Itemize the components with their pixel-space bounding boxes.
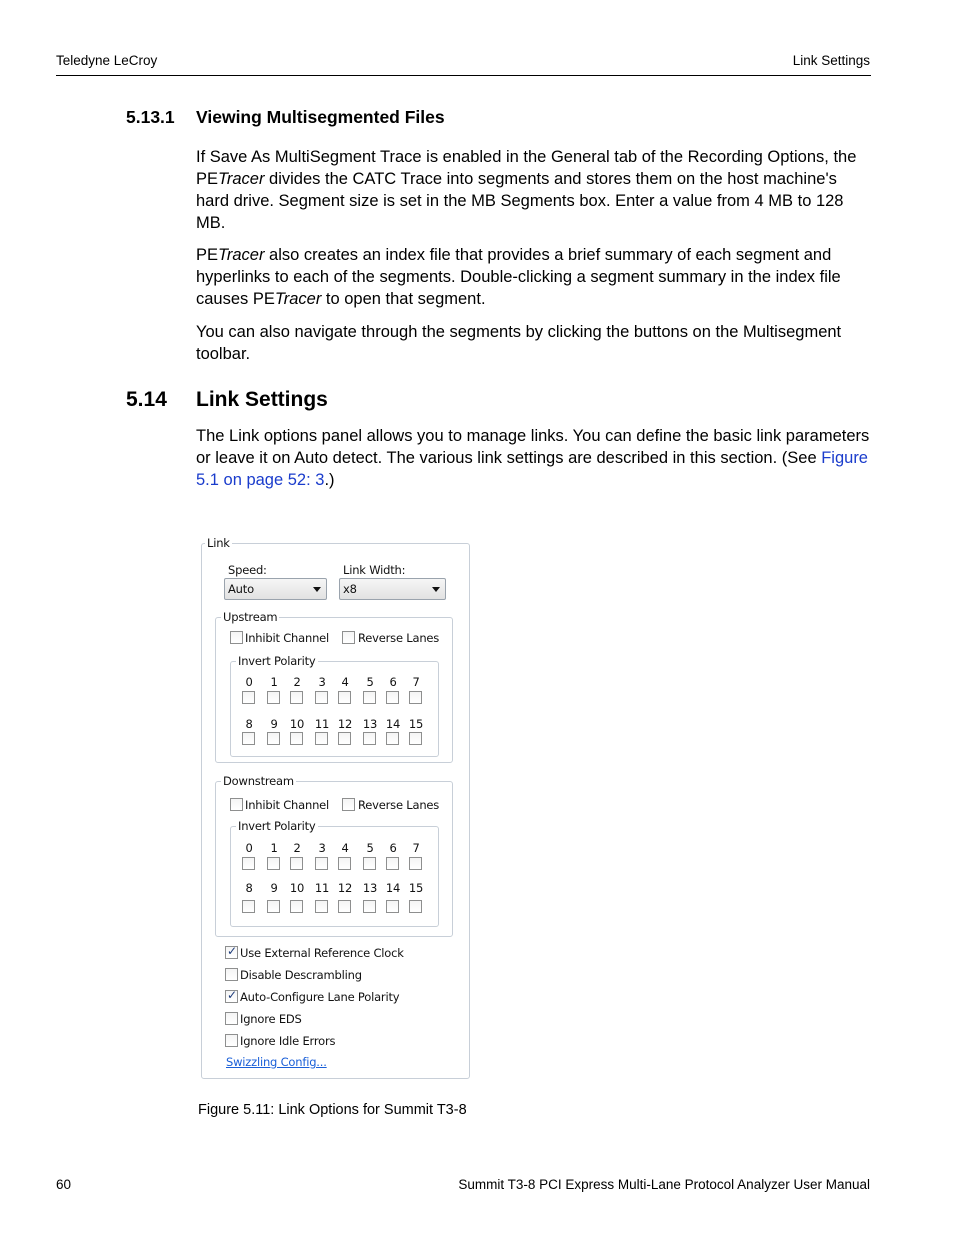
downstream-polarity-lane-15-label: 15 [408, 881, 424, 895]
downstream-polarity-lane-13-label: 13 [362, 881, 378, 895]
downstream-polarity-lane-15-checkbox[interactable] [409, 900, 422, 913]
downstream-polarity-lane-7-checkbox[interactable] [409, 857, 422, 870]
paragraph-multisegment: If Save As MultiSegment Trace is enabled in the General tab of the Recording Options, the PETracer divides the CATC Trace into segments and stores them on the host machine's hard drive. Segment size is set in the MB Segments box. Enter a value from 4 MB to 128 MB. [196, 148, 857, 232]
downstream-polarity-lane-1-label: 1 [270, 841, 278, 855]
downstream-polarity-lane-0-label: 0 [245, 841, 253, 855]
downstream-inhibit-channel-checkbox[interactable] [230, 798, 243, 811]
section-number: 5.13.1 [126, 107, 175, 127]
upstream-polarity-lane-2-checkbox[interactable] [290, 691, 303, 704]
downstream-polarity-lane-2-label: 2 [293, 841, 301, 855]
auto-configure-lane-polarity-checkbox[interactable] [225, 990, 238, 1003]
paragraph-toolbar: You can also navigate through the segments by clicking the buttons on the Multisegment toolbar. [196, 323, 842, 363]
upstream-polarity-lane-10-label: 10 [289, 717, 305, 731]
downstream-polarity-lane-5-label: 5 [366, 841, 374, 855]
header-rule [56, 75, 871, 76]
figure-caption: Figure 5.11: Link Options for Summit T3-8 [198, 1102, 467, 1118]
upstream-polarity-lane-5-checkbox[interactable] [363, 691, 376, 704]
downstream-group-title: Downstream [223, 774, 294, 788]
downstream-polarity-lane-4-checkbox[interactable] [338, 857, 351, 870]
upstream-polarity-lane-5-label: 5 [366, 675, 374, 689]
downstream-inhibit-channel-label: Inhibit Channel [245, 798, 330, 812]
link-group-title: Link [207, 536, 230, 550]
downstream-reverse-lanes-checkbox[interactable] [342, 798, 355, 811]
downstream-polarity-lane-9-checkbox[interactable] [267, 900, 280, 913]
upstream-polarity-lane-12-label: 12 [337, 717, 353, 731]
disable-descrambling-label: Disable Descrambling [240, 968, 362, 982]
downstream-polarity-lane-13-checkbox[interactable] [363, 900, 376, 913]
upstream-polarity-lane-15-label: 15 [408, 717, 424, 731]
downstream-polarity-lane-6-checkbox[interactable] [386, 857, 399, 870]
upstream-reverse-lanes-checkbox[interactable] [342, 631, 355, 644]
upstream-polarity-lane-7-checkbox[interactable] [409, 691, 422, 704]
downstream-polarity-lane-14-label: 14 [385, 881, 401, 895]
downstream-polarity-lane-11-label: 11 [314, 881, 330, 895]
downstream-polarity-lane-3-checkbox[interactable] [315, 857, 328, 870]
upstream-inhibit-channel-label: Inhibit Channel [245, 631, 330, 645]
downstream-polarity-lane-8-checkbox[interactable] [242, 900, 255, 913]
speed-select[interactable] [224, 578, 327, 600]
downstream-polarity-lane-10-label: 10 [289, 881, 305, 895]
ignore-idle-errors-checkbox[interactable] [225, 1034, 238, 1047]
swizzling-config-link[interactable]: Swizzling Config... [226, 1055, 327, 1069]
upstream-polarity-lane-13-checkbox[interactable] [363, 732, 376, 745]
link-width-select[interactable] [339, 578, 446, 600]
downstream-polarity-lane-0-checkbox[interactable] [242, 857, 255, 870]
upstream-polarity-lane-12-checkbox[interactable] [338, 732, 351, 745]
downstream-invert-polarity-title: Invert Polarity [238, 819, 316, 833]
upstream-invert-polarity-title: Invert Polarity [238, 654, 316, 668]
page-number: 60 [56, 1177, 72, 1192]
ignore-eds-label: Ignore EDS [240, 1012, 302, 1026]
link-width-label: Link Width: [343, 563, 406, 577]
upstream-polarity-lane-13-label: 13 [362, 717, 378, 731]
upstream-polarity-lane-9-checkbox[interactable] [267, 732, 280, 745]
upstream-polarity-lane-14-label: 14 [385, 717, 401, 731]
upstream-polarity-lane-14-checkbox[interactable] [386, 732, 399, 745]
upstream-polarity-lane-9-label: 9 [270, 717, 278, 731]
upstream-polarity-lane-1-label: 1 [270, 675, 278, 689]
use-external-reference-clock-checkbox[interactable] [225, 946, 238, 959]
upstream-inhibit-channel-checkbox[interactable] [230, 631, 243, 644]
downstream-polarity-lane-6-label: 6 [389, 841, 397, 855]
auto-configure-lane-polarity-label: Auto-Configure Lane Polarity [240, 990, 400, 1004]
downstream-reverse-lanes-label: Reverse Lanes [358, 798, 440, 812]
upstream-polarity-lane-6-checkbox[interactable] [386, 691, 399, 704]
upstream-group-title: Upstream [223, 610, 278, 624]
section-number: 5.14 [126, 388, 167, 411]
downstream-polarity-lane-2-checkbox[interactable] [290, 857, 303, 870]
upstream-polarity-lane-4-checkbox[interactable] [338, 691, 351, 704]
upstream-polarity-lane-10-checkbox[interactable] [290, 732, 303, 745]
ignore-idle-errors-label: Ignore Idle Errors [240, 1034, 336, 1048]
downstream-polarity-lane-4-label: 4 [341, 841, 349, 855]
downstream-polarity-lane-5-checkbox[interactable] [363, 857, 376, 870]
upstream-polarity-lane-3-label: 3 [318, 675, 326, 689]
upstream-polarity-lane-1-checkbox[interactable] [267, 691, 280, 704]
upstream-reverse-lanes-label: Reverse Lanes [358, 631, 440, 645]
upstream-polarity-lane-11-checkbox[interactable] [315, 732, 328, 745]
upstream-polarity-lane-8-checkbox[interactable] [242, 732, 255, 745]
chevron-down-icon [313, 587, 321, 592]
upstream-polarity-lane-3-checkbox[interactable] [315, 691, 328, 704]
downstream-polarity-lane-8-label: 8 [245, 881, 253, 895]
ignore-eds-checkbox[interactable] [225, 1012, 238, 1025]
figure-reference-link[interactable]: Figure 5.1 on page 52: 3 [196, 449, 868, 489]
upstream-polarity-lane-11-label: 11 [314, 717, 330, 731]
upstream-polarity-lane-4-label: 4 [341, 675, 349, 689]
upstream-polarity-lane-8-label: 8 [245, 717, 253, 731]
link-width-select-value: x8 [343, 582, 357, 596]
upstream-polarity-lane-7-label: 7 [412, 675, 420, 689]
downstream-polarity-lane-1-checkbox[interactable] [267, 857, 280, 870]
speed-select-value: Auto [228, 582, 254, 596]
paragraph-link-options: The Link options panel allows you to manage links. You can define the basic link parameters or leave it on Auto detect. The various link settings are described in this section. (See Figure 5.1 on page 52: 3.) [196, 427, 870, 489]
downstream-polarity-lane-10-checkbox[interactable] [290, 900, 303, 913]
downstream-polarity-lane-3-label: 3 [318, 841, 326, 855]
downstream-polarity-lane-12-label: 12 [337, 881, 353, 895]
upstream-polarity-lane-0-checkbox[interactable] [242, 691, 255, 704]
downstream-polarity-lane-12-checkbox[interactable] [338, 900, 351, 913]
upstream-polarity-lane-2-label: 2 [293, 675, 301, 689]
upstream-polarity-lane-15-checkbox[interactable] [409, 732, 422, 745]
downstream-polarity-lane-11-checkbox[interactable] [315, 900, 328, 913]
link-options-figure [200, 535, 470, 1080]
running-header-left: Teledyne LeCroy [56, 53, 158, 68]
downstream-polarity-lane-9-label: 9 [270, 881, 278, 895]
upstream-polarity-lane-0-label: 0 [245, 675, 253, 689]
section-title: Viewing Multisegmented Files [196, 107, 445, 127]
downstream-polarity-lane-7-label: 7 [412, 841, 420, 855]
disable-descrambling-checkbox[interactable] [225, 968, 238, 981]
speed-label: Speed: [228, 563, 267, 577]
running-header-right: Link Settings [792, 53, 870, 68]
use-external-reference-clock-label: Use External Reference Clock [240, 946, 404, 960]
section-title: Link Settings [196, 388, 328, 411]
upstream-polarity-lane-6-label: 6 [389, 675, 397, 689]
downstream-polarity-lane-14-checkbox[interactable] [386, 900, 399, 913]
chevron-down-icon [432, 587, 440, 592]
footer-title: Summit T3-8 PCI Express Multi-Lane Protocol Analyzer User Manual [458, 1177, 870, 1192]
paragraph-index-file: PETracer also creates an index file that provides a brief summary of each segment and hyperlinks to each of the segments. Double-clicking a segment summary in the index file causes PETracer to open that segment. [196, 246, 841, 308]
